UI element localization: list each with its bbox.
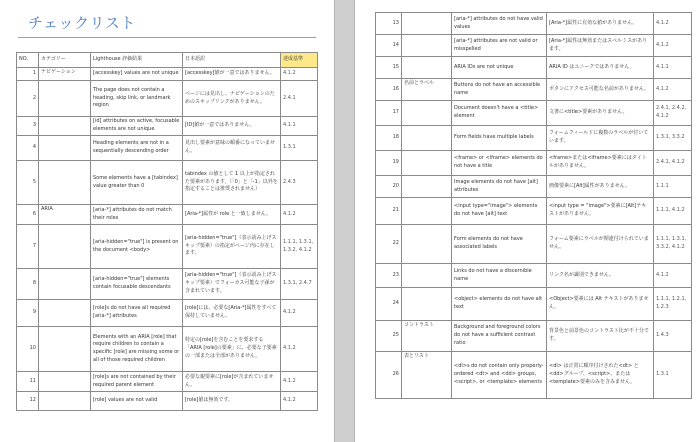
japanese-text: <frame>または<iframe>要素にはタイトルがありません。 [547, 151, 654, 176]
row-number: 14 [376, 35, 402, 57]
category-cell [39, 327, 91, 372]
japanese-text: <input type = "image">要素に[Alt]テキストがありません。 [547, 198, 654, 225]
standard-cell: 4.1.2 [281, 300, 318, 327]
table-row [376, 288, 692, 321]
table-row [17, 161, 318, 205]
table-row [376, 126, 692, 151]
japanese-text: [aria-hidden="true"]（表示読み上げスキップ要素）でフォーカス可能な子孫が含まれています。 [183, 269, 281, 300]
title-underline [18, 37, 316, 38]
row-number: 18 [376, 126, 402, 151]
japanese-text: フォームフィールドに複数のラベルが付いています。 [547, 126, 654, 151]
japanese-text: [role]値は無効です。 [183, 392, 281, 411]
japanese-text: ARIA ID はユニークではありません。 [547, 57, 654, 79]
row-number: 17 [376, 101, 402, 126]
category-cell [402, 151, 452, 176]
category-cell [402, 101, 452, 126]
table-row [376, 57, 692, 79]
standard-cell: 4.1.2 [281, 205, 318, 225]
lighthouse-text: [aria-hidden="true"] is present on the document <body> [91, 225, 183, 269]
table-row [376, 151, 692, 176]
row-number: 5 [17, 161, 39, 205]
table-row [376, 176, 692, 198]
row-number: 10 [17, 327, 39, 372]
header-category: カテゴリー [39, 53, 91, 68]
japanese-text: [aria-hidden="true"]（表示読み上げスキップ要素）の指定がページ内に存在します。 [183, 225, 281, 269]
standard-cell: 1.1.1, 1.3.1, 3.3.2, 4.1.2 [654, 225, 692, 264]
standard-cell: 4.1.1 [281, 117, 318, 136]
header-japanese: 日本語訳 [183, 53, 281, 68]
lighthouse-text: <dl>s do not contain only properly-ordered <dt> and <dd> groups, <script>, or <template> elements [452, 352, 547, 399]
table-row [17, 327, 318, 372]
table-row [17, 372, 318, 392]
category-cell [39, 225, 91, 269]
row-number: 16 [376, 79, 402, 101]
japanese-text: ページには見出し、ナビゲーションのためのスキップリンクがありません。 [183, 81, 281, 117]
standard-cell: 4.1.2 [281, 68, 318, 81]
row-number: 15 [376, 57, 402, 79]
category-cell [39, 269, 91, 300]
standard-cell: 4.1.2 [654, 13, 692, 35]
japanese-text: [Aria-*]属性が role と一致しません。 [183, 205, 281, 225]
standard-cell: 2.4.1, 2.4.2, 4.1.2 [654, 101, 692, 126]
category-cell: コントラスト [402, 321, 452, 352]
header-standard: 達成基準 [281, 53, 318, 68]
row-number: 25 [376, 321, 402, 352]
standard-cell: 1.3.1 [281, 136, 318, 161]
table-row [17, 136, 318, 161]
japanese-text: [ID]値が一意ではありません。 [183, 117, 281, 136]
table-body-right [376, 13, 692, 399]
category-cell: ナビゲーション [39, 68, 91, 81]
standard-cell: 1.3.1, 2.4.7 [281, 269, 318, 300]
standard-cell: 2.4.1, 4.1.2 [654, 151, 692, 176]
document-page-left [0, 0, 335, 442]
table-row [376, 352, 692, 399]
table-row [17, 269, 318, 300]
row-number: 7 [17, 225, 39, 269]
lighthouse-text: Some elements have a [tabindex] value greater than 0 [91, 161, 183, 205]
table-row [376, 321, 692, 352]
lighthouse-text: [id] attributes on active, focusable elements are not unique [91, 117, 183, 136]
lighthouse-text: [aria-*] attributes do not match their roles [91, 205, 183, 225]
row-number: 22 [376, 225, 402, 264]
lighthouse-text: Heading elements are not in a sequentially descending order [91, 136, 183, 161]
standard-cell: 4.1.2 [281, 392, 318, 411]
lighthouse-text: [role]s are not contained by their required parent element [91, 372, 183, 392]
document-page-right [354, 0, 700, 442]
lighthouse-text: Elements with an ARIA [role] that require children to contain a specific [role] are missing some or all of those required children [91, 327, 183, 372]
japanese-text: 画像要素に[Alt]属性がありません。 [547, 176, 654, 198]
table-row [376, 198, 692, 225]
lighthouse-text: <frame> or <iframe> elements do not have a title [452, 151, 547, 176]
lighthouse-text: Buttons do not have an accessible name [452, 79, 547, 101]
row-number: 21 [376, 198, 402, 225]
row-number: 4 [17, 136, 39, 161]
japanese-text: 特定の[role]を含むことを要求する「ARIA [role]の要素」に、必要な子要素の一部または全部がありません。 [183, 327, 281, 372]
lighthouse-text: [role]s do not have all required [aria-*] attributes [91, 300, 183, 327]
category-cell: 表とリスト [402, 352, 452, 399]
category-cell [39, 161, 91, 205]
table-row [17, 392, 318, 411]
standard-cell: 1.1.1 [654, 176, 692, 198]
row-number: 20 [376, 176, 402, 198]
standard-cell: 4.1.2 [281, 372, 318, 392]
table-row [17, 225, 318, 269]
standard-cell: 1.1.1, 1.2.1, 1.2.3 [654, 288, 692, 321]
category-cell [39, 392, 91, 411]
checklist-table-right [375, 12, 692, 399]
row-number: 26 [376, 352, 402, 399]
lighthouse-text: Links do not have a discernible name [452, 264, 547, 288]
table-header-row [17, 53, 318, 68]
japanese-text: 背景色と前景色のコントラスト比が不十分です。 [547, 321, 654, 352]
japanese-text: 文書に<title>要素がありません。 [547, 101, 654, 126]
table-row [17, 117, 318, 136]
row-number: 9 [17, 300, 39, 327]
category-cell [39, 300, 91, 327]
japanese-text: [accesskey]値が一意ではありません。 [183, 68, 281, 81]
row-number: 19 [376, 151, 402, 176]
category-cell: ARIA [39, 205, 91, 225]
table-row [376, 264, 692, 288]
category-cell [39, 372, 91, 392]
japanese-text: 必要な親要素に[role]が含まれていません。 [183, 372, 281, 392]
lighthouse-text: <object> elements do not have alt text [452, 288, 547, 321]
standard-cell: 1.4.3 [654, 321, 692, 352]
row-number: 12 [17, 392, 39, 411]
standard-cell: 4.1.2 [654, 35, 692, 57]
row-number: 11 [17, 372, 39, 392]
table-row [376, 225, 692, 264]
standard-cell: 1.1.1, 4.1.2 [654, 198, 692, 225]
japanese-text: <Object>要素には Alt テキストがありません。 [547, 288, 654, 321]
category-cell [402, 288, 452, 321]
standard-cell: 2.4.3 [281, 161, 318, 205]
row-number: 1 [17, 68, 39, 81]
category-cell [402, 126, 452, 151]
row-number: 6 [17, 205, 39, 225]
category-cell [402, 176, 452, 198]
table-row [17, 68, 318, 81]
table-row [17, 300, 318, 327]
japanese-text: [Aria-*]属性に有効な値がありません。 [547, 13, 654, 35]
category-cell: 名前とラベル [402, 79, 452, 101]
lighthouse-text: [aria-*] attributes are not valid or misspelled [452, 35, 547, 57]
lighthouse-text: Background and foreground colors do not have a sufficient contrast ratio [452, 321, 547, 352]
lighthouse-text: Image elements do not have [alt] attributes [452, 176, 547, 198]
table-row [17, 81, 318, 117]
row-number: 8 [17, 269, 39, 300]
lighthouse-text: [role] values are not valid [91, 392, 183, 411]
row-number: 24 [376, 288, 402, 321]
category-cell [39, 81, 91, 117]
standard-cell: 4.1.2 [654, 79, 692, 101]
table-row [376, 13, 692, 35]
row-number: 2 [17, 81, 39, 117]
header-no: NO. [17, 53, 39, 68]
japanese-text: リンク名が識別できません。 [547, 264, 654, 288]
lighthouse-text: [aria-*] attributes do not have valid values [452, 13, 547, 35]
category-cell [402, 225, 452, 264]
japanese-text: [Aria-*]属性は無効またはスペルミスがあります。 [547, 35, 654, 57]
standard-cell: 1.3.1, 3.3.2 [654, 126, 692, 151]
standard-cell: 4.1.1 [654, 57, 692, 79]
lighthouse-text: [aria-hidden="true"] elements contain focusable descendants [91, 269, 183, 300]
category-cell [402, 198, 452, 225]
category-cell [402, 57, 452, 79]
lighthouse-text: <input type="image"> elements do not have [alt] text [452, 198, 547, 225]
lighthouse-text: Form fields have multiple labels [452, 126, 547, 151]
japanese-text: ボタンにアクセス可能な名前がありません。 [547, 79, 654, 101]
checklist-table-left [16, 52, 318, 411]
standard-cell: 2.4.1 [281, 81, 318, 117]
row-number: 23 [376, 264, 402, 288]
category-cell [402, 264, 452, 288]
japanese-text: <dl> は正常に順序付けされた<dt> と<dd>グループ、<script>、または<template>要素のみを含みません。 [547, 352, 654, 399]
table-row [376, 35, 692, 57]
lighthouse-text: [accesskey] values are not unique [91, 68, 183, 81]
table-row [17, 205, 318, 225]
standard-cell: 1.3.1 [654, 352, 692, 399]
table-body-left [17, 68, 318, 411]
table-row [376, 79, 692, 101]
category-cell [39, 136, 91, 161]
category-cell [402, 35, 452, 57]
table-row [376, 101, 692, 126]
japanese-text: フォーム要素にラベルが関連付けられていません。 [547, 225, 654, 264]
japanese-text: tabindex の値として 1 以上が指定された要素があります。（「0」と「-1」以外を指定することは推奨されません） [183, 161, 281, 205]
japanese-text: [role]には、必要な[Aria-*]属性をすべて保持していません。 [183, 300, 281, 327]
document-title: チェックリスト [28, 14, 136, 32]
japanese-text: 見出し要素が意味の順番になっていません。 [183, 136, 281, 161]
row-number: 13 [376, 13, 402, 35]
standard-cell: 4.1.2 [654, 264, 692, 288]
lighthouse-text: Form elements do not have associated labels [452, 225, 547, 264]
header-lighthouse: Lighthouse 評価結果 [91, 53, 183, 68]
lighthouse-text: ARIA IDs are not unique [452, 57, 547, 79]
standard-cell: 1.1.1, 1.3.1, 1.3.2, 4.1.2 [281, 225, 318, 269]
standard-cell: 4.1.2 [281, 327, 318, 372]
lighthouse-text: Document doesn't have a <title> element [452, 101, 547, 126]
category-cell [39, 117, 91, 136]
lighthouse-text: The page does not contain a heading, skip link, or landmark region [91, 81, 183, 117]
row-number: 3 [17, 117, 39, 136]
category-cell [402, 13, 452, 35]
